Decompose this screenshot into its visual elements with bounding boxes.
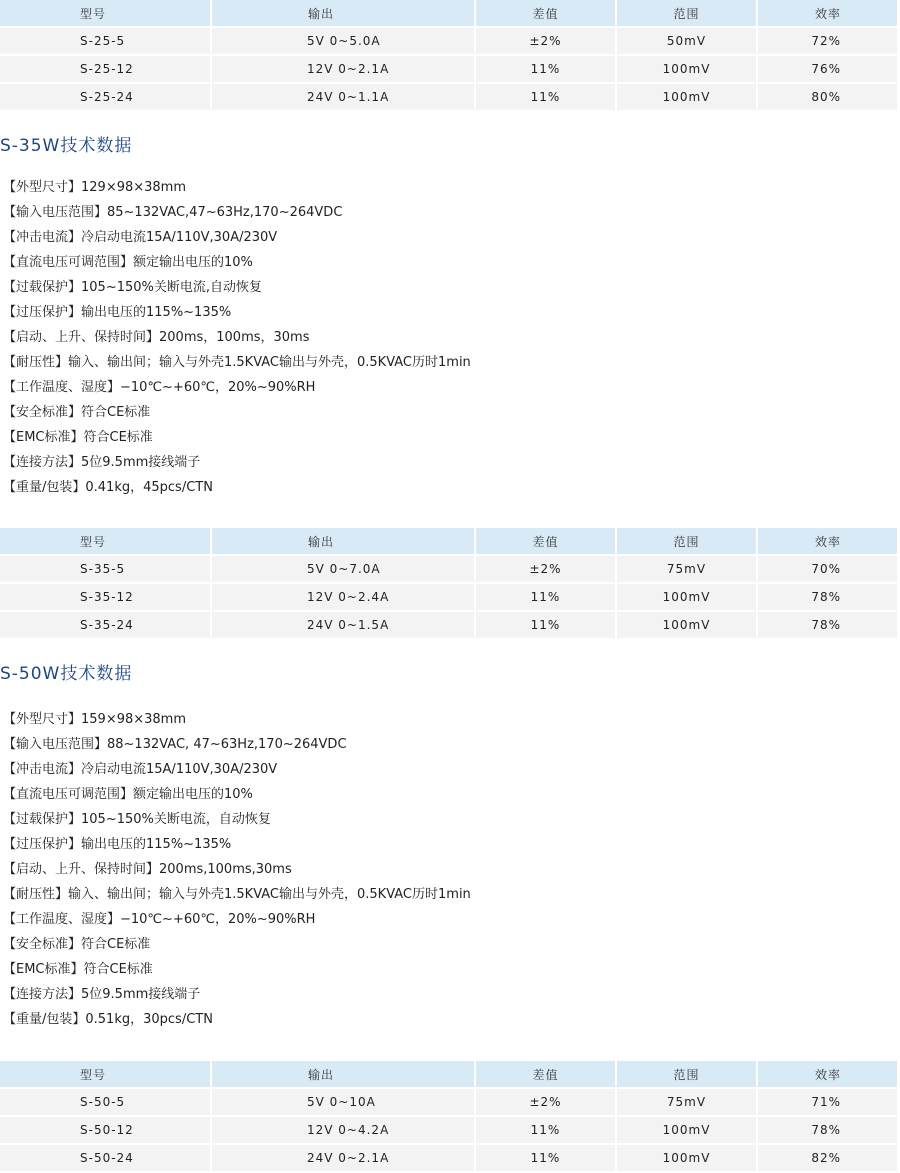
cell-tolerance: ±2% (475, 27, 616, 55)
header-model: 型号 (0, 1061, 211, 1088)
cell-ripple: 100mV (616, 611, 757, 639)
header-model: 型号 (0, 0, 211, 27)
table-row (0, 555, 898, 583)
spec-line: 【重量/包装】0.51kg，30pcs/CTN (3, 1012, 213, 1027)
cell-tolerance: 11% (475, 1116, 616, 1144)
spec-line: 【输入电压范围】85~132VAC,47~63Hz,170~264VDC (3, 205, 343, 220)
cell-tolerance: 11% (475, 583, 616, 611)
header-ripple: 范围 (616, 1061, 757, 1088)
cell-tolerance: 11% (475, 1144, 616, 1172)
cell-model: S-50-5 (0, 1088, 211, 1116)
s50-spec-list (3, 707, 471, 1032)
spec-line: 【连接方法】5位9.5mm接线端子 (3, 987, 201, 1002)
header-output: 输出 (211, 0, 475, 27)
s35-spec-table (0, 528, 899, 640)
spec-line: 【冲击电流】冷启动电流15A/110V,30A/230V (3, 230, 278, 245)
spec-line: 【外型尺寸】129×98×38mm (3, 180, 187, 195)
cell-model: S-50-12 (0, 1116, 211, 1144)
spec-line: 【工作温度、湿度】−10℃~+60℃，20%~90%RH (3, 380, 316, 395)
table-header-row (0, 0, 898, 27)
s35-section-title: S-35W技术数据 (0, 136, 133, 156)
cell-output: 24V 0~1.1A (211, 83, 475, 111)
spec-line: 【EMC标准】符合CE标准 (3, 962, 153, 977)
spec-line: 【安全标准】符合CE标准 (3, 937, 151, 952)
table-row (0, 55, 898, 83)
cell-efficiency: 72% (757, 27, 898, 55)
cell-output: 24V 0~1.5A (211, 611, 475, 639)
header-efficiency: 效率 (757, 528, 898, 555)
cell-efficiency: 78% (757, 611, 898, 639)
cell-output: 12V 0~2.4A (211, 583, 475, 611)
spec-line: 【连接方法】5位9.5mm接线端子 (3, 455, 201, 470)
spec-line: 【直流电压可调范围】额定输出电压的10% (3, 255, 253, 270)
cell-output: 12V 0~4.2A (211, 1116, 475, 1144)
header-tolerance: 差值 (475, 528, 616, 555)
cell-tolerance: ±2% (475, 1088, 616, 1116)
cell-ripple: 75mV (616, 1088, 757, 1116)
spec-line: 【耐压性】输入、输出间；输入与外壳1.5KVAC输出与外壳，0.5KVAC历时1min (3, 887, 471, 902)
table-header-row (0, 528, 898, 555)
spec-line: 【过载保护】105~150%关断电流，自动恢复 (3, 812, 271, 827)
header-efficiency: 效率 (757, 1061, 898, 1088)
header-ripple: 范围 (616, 0, 757, 27)
spec-line: 【过压保护】输出电压的115%~135% (3, 837, 232, 852)
cell-efficiency: 78% (757, 1116, 898, 1144)
spec-line: 【重量/包装】0.41kg，45pcs/CTN (3, 480, 213, 495)
spec-line: 【冲击电流】冷启动电流15A/110V,30A/230V (3, 762, 278, 777)
header-tolerance: 差值 (475, 1061, 616, 1088)
table-row (0, 27, 898, 55)
table-row (0, 1116, 898, 1144)
table-header-row (0, 1061, 898, 1088)
cell-ripple: 100mV (616, 55, 757, 83)
cell-ripple: 75mV (616, 555, 757, 583)
spec-line: 【直流电压可调范围】额定输出电压的10% (3, 787, 253, 802)
table-row (0, 611, 898, 639)
cell-output: 24V 0~2.1A (211, 1144, 475, 1172)
cell-ripple: 100mV (616, 1116, 757, 1144)
cell-ripple: 100mV (616, 83, 757, 111)
cell-model: S-25-5 (0, 27, 211, 55)
s50-spec-table (0, 1061, 899, 1173)
table-row (0, 1088, 898, 1116)
cell-model: S-25-24 (0, 83, 211, 111)
cell-model: S-25-12 (0, 55, 211, 83)
header-efficiency: 效率 (757, 0, 898, 27)
s50-section-title: S-50W技术数据 (0, 664, 133, 684)
spec-line: 【启动、上升、保持时间】200ms,100ms,30ms (3, 862, 292, 877)
spec-line: 【外型尺寸】159×98×38mm (3, 712, 187, 727)
cell-efficiency: 82% (757, 1144, 898, 1172)
cell-efficiency: 70% (757, 555, 898, 583)
s25-spec-table (0, 0, 899, 112)
cell-model: S-35-12 (0, 583, 211, 611)
header-output: 输出 (211, 1061, 475, 1088)
spec-line: 【启动、上升、保持时间】200ms，100ms，30ms (3, 330, 310, 345)
cell-tolerance: ±2% (475, 555, 616, 583)
cell-model: S-35-5 (0, 555, 211, 583)
cell-model: S-35-24 (0, 611, 211, 639)
cell-ripple: 100mV (616, 1144, 757, 1172)
cell-efficiency: 80% (757, 83, 898, 111)
spec-line: 【输入电压范围】88~132VAC, 47~63Hz,170~264VDC (3, 737, 347, 752)
spec-line: 【安全标准】符合CE标准 (3, 405, 151, 420)
spec-line: 【工作温度、湿度】−10℃~+60℃，20%~90%RH (3, 912, 316, 927)
cell-output: 12V 0~2.1A (211, 55, 475, 83)
cell-output: 5V 0~10A (211, 1088, 475, 1116)
cell-ripple: 100mV (616, 583, 757, 611)
spec-line: 【过载保护】105~150%关断电流,自动恢复 (3, 280, 263, 295)
cell-efficiency: 78% (757, 583, 898, 611)
table-row (0, 583, 898, 611)
table-row (0, 1144, 898, 1172)
cell-output: 5V 0~7.0A (211, 555, 475, 583)
cell-output: 5V 0~5.0A (211, 27, 475, 55)
cell-efficiency: 71% (757, 1088, 898, 1116)
spec-line: 【耐压性】输入、输出间；输入与外壳1.5KVAC输出与外壳，0.5KVAC历时1min (3, 355, 471, 370)
s35-spec-list (3, 175, 471, 500)
spec-line: 【过压保护】输出电压的115%~135% (3, 305, 232, 320)
header-model: 型号 (0, 528, 211, 555)
header-tolerance: 差值 (475, 0, 616, 27)
cell-tolerance: 11% (475, 83, 616, 111)
table-row (0, 83, 898, 111)
cell-ripple: 50mV (616, 27, 757, 55)
cell-model: S-50-24 (0, 1144, 211, 1172)
spec-line: 【EMC标准】符合CE标准 (3, 430, 153, 445)
header-ripple: 范围 (616, 528, 757, 555)
header-output: 输出 (211, 528, 475, 555)
cell-tolerance: 11% (475, 611, 616, 639)
cell-efficiency: 76% (757, 55, 898, 83)
cell-tolerance: 11% (475, 55, 616, 83)
